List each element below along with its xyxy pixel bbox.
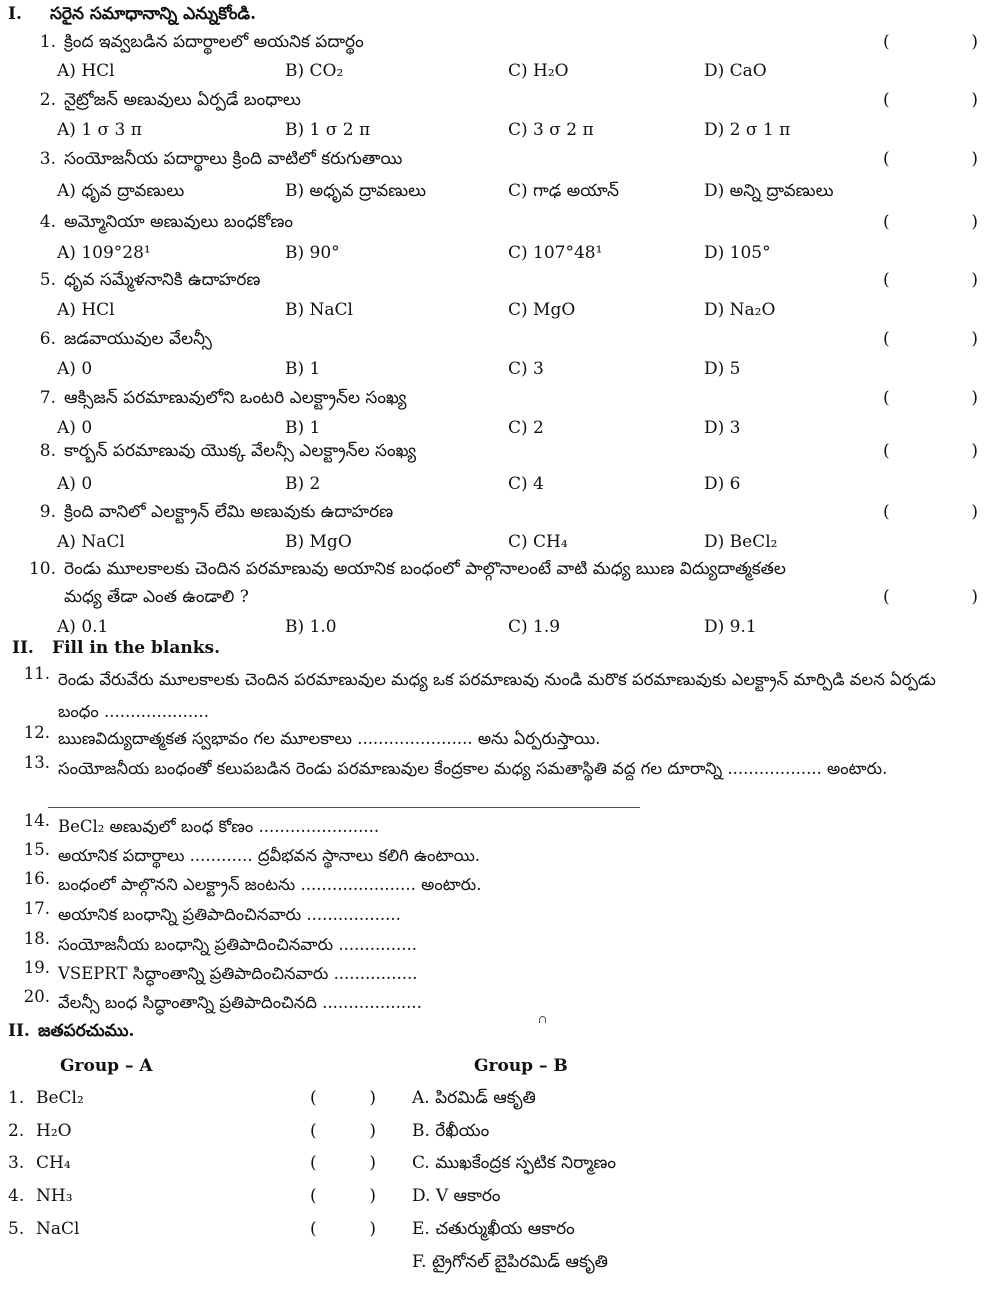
option-a: A) HCl [57, 300, 115, 320]
question-text: అమ్మోనియా అణువులు బంధకోణం [64, 212, 294, 232]
option-a: A) 109°28¹ [57, 243, 151, 263]
question-row [20, 270, 1000, 294]
question-text: కార్బన్ పరమాణువు యొక్క వేలన్సీ ఎలక్ట్రాన్‌ల సంఖ్య [64, 441, 417, 461]
group-a-number: 3. [8, 1153, 25, 1173]
option-b: B) 1 [285, 359, 321, 379]
option-a: A) 0 [57, 418, 93, 438]
paren-close: ) [369, 1121, 376, 1141]
options-row [0, 243, 1000, 265]
group-a-number: 2. [8, 1121, 25, 1141]
option-c: C) CH₄ [508, 532, 568, 552]
option-b: B) 1 σ 2 π [285, 120, 371, 140]
paren-open: ( [883, 212, 890, 232]
option-c: C) 1.9 [508, 617, 561, 637]
option-c: C) MgO [508, 300, 576, 320]
question-number: 1. [39, 32, 56, 52]
options-row [0, 418, 1000, 440]
paren-open: ( [883, 587, 890, 607]
paren-open: ( [310, 1219, 317, 1239]
question-number: 7. [39, 388, 56, 408]
question-number: 8. [39, 441, 56, 461]
match-row [0, 1219, 1000, 1245]
option-b: B) NaCl [285, 300, 353, 320]
question-row [20, 90, 1000, 114]
option-a: A) 0 [57, 474, 93, 494]
option-d: D) 5 [704, 359, 741, 379]
option-d: D) BeCl₂ [704, 532, 778, 552]
options-row [0, 532, 1000, 554]
paren-close: ) [971, 502, 978, 522]
section-1-numeral: I. [8, 4, 22, 24]
paren-open: ( [310, 1121, 317, 1141]
section-2-heading [8, 638, 220, 658]
question-number: 3. [39, 149, 56, 169]
group-b-item: E. చతుర్ముఖీయ ఆకారం [412, 1219, 575, 1239]
question-text: ధృవ సమ్మేళనానికి ఉదాహరణ [64, 270, 261, 290]
paren-close: ) [971, 32, 978, 52]
option-a: A) NaCl [57, 532, 125, 552]
paren-close: ) [369, 1186, 376, 1206]
fill-number: 15. [23, 840, 50, 859]
option-d: D) 9.1 [704, 617, 757, 637]
group-a-number: 1. [8, 1088, 25, 1108]
paren-close: ) [971, 90, 978, 110]
paren-open: ( [310, 1186, 317, 1206]
fill-number: 19. [23, 958, 50, 977]
question-row [20, 388, 1000, 412]
match-row [0, 1088, 1000, 1114]
paren-open: ( [883, 90, 890, 110]
option-c: C) 3 [508, 359, 544, 379]
option-d: D) Na₂O [704, 300, 776, 320]
group-a-item: NH₃ [36, 1186, 73, 1206]
option-a: A) 0.1 [57, 617, 109, 637]
option-c: C) H₂O [508, 61, 569, 81]
match-row [0, 1252, 1000, 1278]
divider-line [48, 807, 640, 808]
option-d: D) 2 σ 1 π [704, 120, 791, 140]
option-b: B) 2 [285, 474, 321, 494]
group-b-item: A. పిరమిడ్ ఆకృతి [412, 1088, 536, 1108]
question-row [20, 212, 1000, 236]
option-b: B) 1 [285, 418, 321, 438]
fill-text: అయానిక బంధాన్ని ప్రతిపాదించినవారు .................. [58, 905, 401, 924]
paren-open: ( [883, 388, 890, 408]
group-a-item: H₂O [36, 1121, 72, 1141]
option-c: C) 3 σ 2 π [508, 120, 594, 140]
section-1-title: సరైన సమాధానాన్ని ఎన్నుకోండి. [50, 4, 257, 24]
group-a-item: CH₄ [36, 1153, 71, 1173]
question-text: జడవాయువుల వేలన్సీ [64, 329, 212, 349]
question-text: రెండు మూలకాలకు చెందిన పరమాణువు అయానిక బంధంలో పాల్గొనాలంటే వాటి మధ్య ఋణ విద్యుదాత్మకతల [64, 559, 786, 579]
question-text: క్రింది వానిలో ఎలక్ట్రాన్ లేమి అణువుకు ఉదాహరణ [64, 502, 394, 522]
paren-close: ) [971, 270, 978, 290]
fill-number: 16. [23, 869, 50, 888]
section-1-heading [8, 4, 256, 28]
fill-text: సంయోజనీయ బంధంతో కలుపబడిన రెండు పరమాణువుల కేంద్రకాల మధ్య సమతాస్థితి వద్ద గల దూరాన్ని .................. అంటారు. [58, 759, 888, 778]
paren-close: ) [971, 587, 978, 607]
question-number: 9. [39, 502, 56, 522]
question-row [20, 559, 1000, 607]
paren-open: ( [883, 502, 890, 522]
options-row [0, 300, 1000, 322]
option-b: B) 90° [285, 243, 340, 263]
question-text: ఆక్సిజన్ పరమాణువులోని ఒంటరి ఎలక్ట్రాన్‌ల సంఖ్య [64, 388, 407, 408]
paren-open: ( [883, 441, 890, 461]
paren-close: ) [369, 1219, 376, 1239]
paren-close: ) [369, 1088, 376, 1108]
group-b-item: F. ట్రైగోనల్ బైపిరమిడ్ ఆకృతి [412, 1252, 608, 1272]
fill-text: సంయోజనీయ బంధాన్ని ప్రతిపాదించినవారు ............... [58, 935, 418, 954]
question-number: 5. [39, 270, 56, 290]
option-b: B) 1.0 [285, 617, 337, 637]
question-row [20, 149, 1000, 173]
question-number: 2. [39, 90, 56, 110]
section-2-title: Fill in the blanks. [52, 638, 221, 658]
group-a-item: NaCl [36, 1219, 80, 1239]
option-d: D) 3 [704, 418, 741, 438]
section-3-numeral: II. [8, 1021, 30, 1041]
paren-open: ( [883, 149, 890, 169]
section-2-numeral: II. [12, 638, 34, 658]
paren-open: ( [310, 1153, 317, 1173]
option-c: C) 4 [508, 474, 544, 494]
paren-open: ( [883, 270, 890, 290]
options-row [0, 120, 1000, 142]
options-row [0, 181, 1000, 203]
options-row [0, 61, 1000, 83]
option-c: C) గాఢ అయాన్ [508, 181, 619, 201]
paren-close: ) [369, 1153, 376, 1173]
fill-text: రెండు వేరువేరు మూలకాలకు చెందిన పరమాణువుల మధ్య ఒక పరమాణువు నుండి మరొక పరమాణువుకు ఎలక్ట్రాన్ మార్పిడి వలన ఏర్పడు బంధం .................... [58, 670, 936, 721]
section-3-heading [8, 1021, 134, 1045]
paren-close: ) [971, 329, 978, 349]
fill-text: VSEPRT సిద్ధాంతాన్ని ప్రతిపాదించినవారు ................ [58, 964, 418, 983]
group-b-item: B. రేఖీయం [412, 1121, 490, 1141]
option-b: B) MgO [285, 532, 352, 552]
fill-number: 18. [23, 929, 50, 948]
question-text-line2: మధ్య తేడా ఎంత ఉండాలి ? [64, 587, 249, 607]
stray-mark: ∩ [538, 1013, 548, 1026]
group-a-number: 5. [8, 1219, 25, 1239]
question-text: క్రింద ఇవ్వబడిన పదార్థాలలో అయనిక పదార్థం [64, 32, 364, 52]
group-a-item: BeCl₂ [36, 1088, 84, 1108]
paren-close: ) [971, 388, 978, 408]
fill-number: 11. [23, 664, 50, 683]
option-b: B) అధృవ ద్రావణులు [285, 181, 427, 201]
paren-close: ) [971, 149, 978, 169]
fill-text: ఋణవిద్యుదాత్మకత స్వభావం గల మూలకాలు ...................... అను ఏర్పరుస్తాయి. [58, 729, 601, 748]
question-row [20, 329, 1000, 353]
fill-text: BeCl₂ అణువులో బంధ కోణం ....................... [58, 817, 380, 836]
question-row [20, 441, 1000, 465]
options-row [0, 474, 1000, 496]
paren-open: ( [883, 32, 890, 52]
paren-close: ) [971, 441, 978, 461]
group-b-item: C. ముఖకేంద్రక స్ఫటిక నిర్మాణం [412, 1153, 617, 1173]
option-c: C) 2 [508, 418, 544, 438]
question-number: 10. [28, 559, 56, 579]
question-row [20, 502, 1000, 526]
option-a: A) HCl [57, 61, 115, 81]
options-row [0, 617, 1000, 639]
paren-open: ( [883, 329, 890, 349]
option-d: D) 6 [704, 474, 741, 494]
fill-text: అయానిక పదార్థాలు ............ ద్రవీభవన స్థానాలు కలిగి ఉంటాయి. [58, 846, 481, 865]
group-a-heading: Group – A [60, 1056, 153, 1076]
fill-number: 14. [23, 811, 50, 830]
paren-open: ( [310, 1088, 317, 1108]
group-a-number: 4. [8, 1186, 25, 1206]
fill-text: బంధంలో పాల్గొనని ఎలక్ట్రాన్ జంటను ...................... అంటారు. [58, 875, 482, 894]
match-row [0, 1186, 1000, 1212]
group-b-item: D. V ఆకారం [412, 1186, 501, 1206]
option-a: A) 1 σ 3 π [57, 120, 142, 140]
question-number: 4. [39, 212, 56, 232]
group-b-heading: Group – B [474, 1056, 568, 1076]
option-a: A) 0 [57, 359, 93, 379]
paren-close: ) [971, 212, 978, 232]
options-row [0, 359, 1000, 381]
option-d: D) 105° [704, 243, 771, 263]
option-c: C) 107°48¹ [508, 243, 603, 263]
question-number: 6. [39, 329, 56, 349]
section-3-title: జతపరచుము. [38, 1021, 135, 1041]
question-text: సంయోజనీయ పదార్థాలు క్రింది వాటిలో కరుగుతాయి [64, 149, 403, 169]
fill-number: 13. [23, 753, 50, 772]
fill-text: వేలన్సీ బంధ సిద్ధాంతాన్ని ప్రతిపాదించినది ................... [58, 993, 422, 1012]
fill-number: 20. [23, 987, 50, 1006]
option-b: B) CO₂ [285, 61, 344, 81]
match-row [0, 1121, 1000, 1147]
question-text: నైట్రోజన్ అణువులు ఏర్పడే బంధాలు [64, 90, 301, 110]
option-d: D) CaO [704, 61, 767, 81]
question-row [20, 32, 1000, 56]
fill-number: 17. [23, 899, 50, 918]
option-d: D) అన్ని ద్రావణులు [704, 181, 834, 201]
option-a: A) ధృవ ద్రావణులు [57, 181, 185, 201]
fill-number: 12. [23, 723, 50, 742]
match-row [0, 1153, 1000, 1179]
